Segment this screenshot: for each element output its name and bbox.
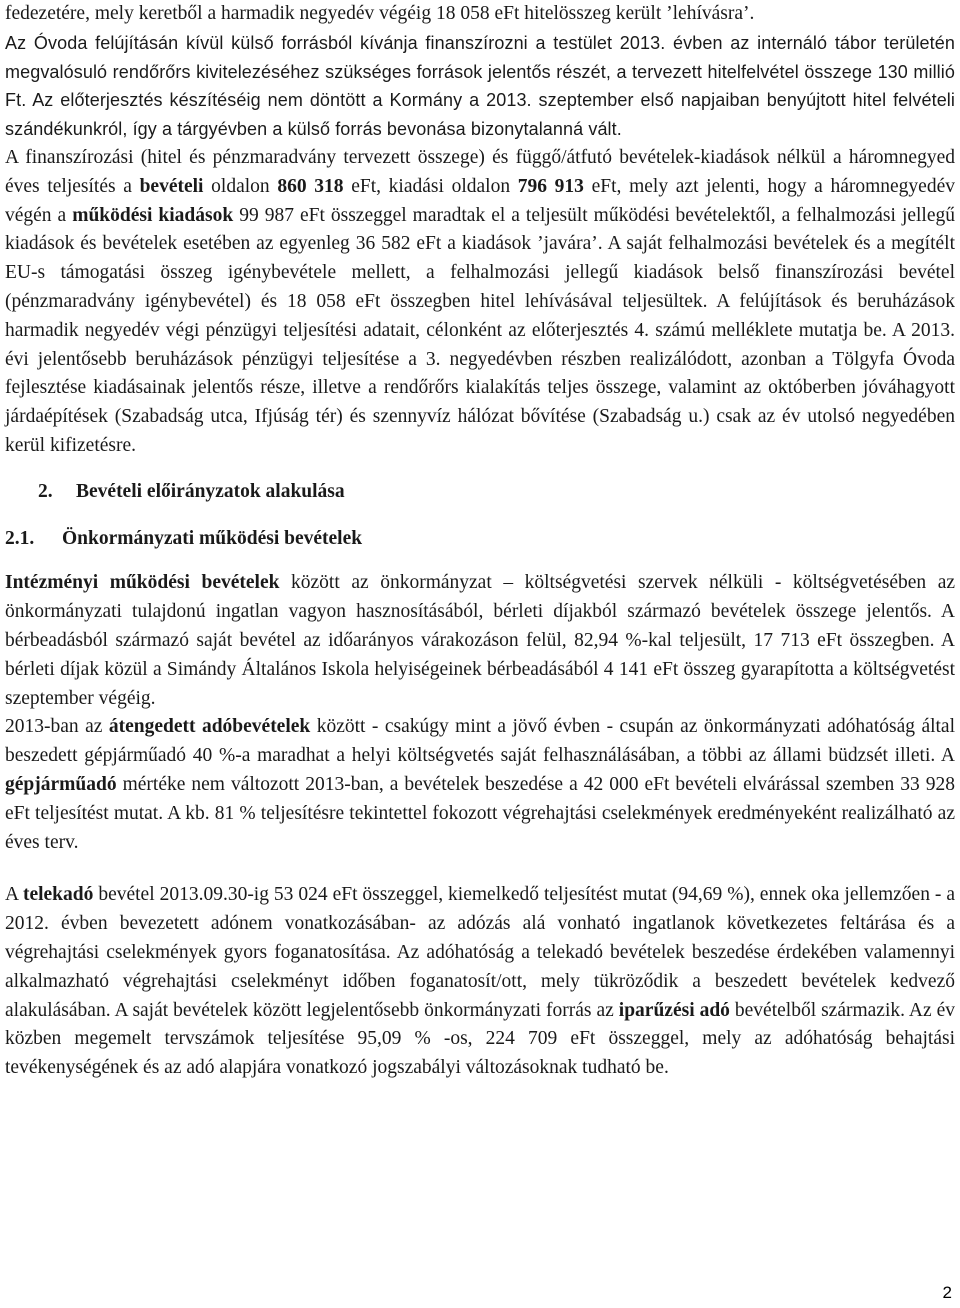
bold-run: 860 318 xyxy=(277,175,344,197)
bold-run: gépjárműadó xyxy=(5,773,117,795)
text-run: bevételből származik. Az év közben megemelt tervszámok teljesítése 95,09 % -os, 224 709 eFt összeggel, mely az adóhatóság behajtási tevékenységének és az adó alapjára vonatkozó jogszabályi változásoknak tudható be. xyxy=(5,999,956,1079)
heading-text: Bevételi előirányzatok alakulása xyxy=(76,480,345,502)
heading-number: 2.1. xyxy=(5,527,35,549)
text-run: bevétel 2013.09.30-ig 53 024 eFt összeggel, kiemelkedő teljesítést mutat (94,69 %), ennek oka jellemzően - a 2012. évben bevezetett adónem vonatkozásában- az adózás alá vonható ingatlanok következetes feltárása és a végrehajtási cselekmények gyors foganatosítása. Az adóhatóság a telekadó bevételek beszedése érdekében valamennyi alkalmazható végrehajtási cselekményt időben foganatosít/ott, mely tükröződik a beszedett bevételek kedvező alakulásában. A saját bevételek között legjelentősebb önkormányzati forrás az xyxy=(5,884,955,1021)
section-heading-2 xyxy=(5,478,955,507)
text-run: között az önkormányzat – költségvetési szervek nélküli - költségvetésében az önkormányzati tulajdonú ingatlan vagyon hasznosításából, bérleti díjakból származó bevételek összege jelentős. A bérbeadásból származó saját bevétel az időarányos várakozáson felül, 82,94 %-kal teljesült, 17 713 eFt összegben. A bérleti díjak közül a Simándy Általános Iskola helyiségeinek bérbeadásából 4 141 eFt összeg gyarapította a költségvetést szeptember végéig. xyxy=(5,572,956,709)
text-run: eFt, kiadási oldalon xyxy=(343,175,518,197)
spacer xyxy=(5,461,955,478)
spacer xyxy=(5,507,955,525)
bold-run: iparűzési adó xyxy=(618,999,730,1021)
intro-sans-paragraph: Az Óvoda felújításán kívül külső forrásból kívánja finanszírozni a testület 2013. évben az internáló tábor területén megvalósuló rendőrőrs kivitelezéséhez szükséges források jelentős részét, a tervezett hitelfelvétel összege 130 millió Ft. Az előterjesztés készítéséig nem döntött a Kormány a 2013. szeptember első napjaiban benyújtott hitel felvételi szándékunkról, így a tárgyévben a külső forrás bevonása bizonytalanná vált. xyxy=(5,32,955,140)
bold-run: telekadó xyxy=(22,884,94,906)
spacer xyxy=(5,553,955,569)
bold-run: működési kiadások xyxy=(72,204,234,226)
heading-text: Önkormányzati működési bevételek xyxy=(62,527,363,549)
text-run: között - csakúgy mint a jövő évben - csupán az önkormányzati adóhatóság által beszedett gépjárműadó 40 %-a maradhat a helyi költségvetés saját felhasználásában, a többi az állami büdzsét illeti. A xyxy=(5,716,956,767)
bold-run: 796 913 xyxy=(517,175,584,197)
text-run: mértéke nem változott 2013-ban, a bevételek beszedése a 42 000 eFt bevételi elvárással szemben 33 928 eFt teljesítést mutat. A kb. 81 % teljesítésre tekintettel fokozott végrehajtási cselekmények eredményeként realizálható az éves terv. xyxy=(5,773,955,853)
bold-run: bevételi xyxy=(139,175,204,197)
land-tax-paragraph xyxy=(5,881,955,1083)
intro-line: fedezetére, mely keretből a harmadik negyedév végéig 18 058 eFt hitelösszeg került ’lehívásra’. xyxy=(5,3,755,24)
section-heading-2-1 xyxy=(5,525,955,554)
transferred-tax-paragraph xyxy=(5,713,955,857)
financing-paragraph xyxy=(5,144,955,461)
text-run: 99 987 eFt összeggel maradtak el a teljesült működési bevételektől, a felhalmozási jellegű kiadások és bevételek esetében az egyenleg 36 582 eFt a kiadások ’javára’. A saját felhalmozási bevételek és a megítélt EU-s támogatási összeg igénybevétele mellett, a felhalmozási jellegű kiadások belső finanszírozási bevétel (pénzmaradvány igénybevétel) és 18 058 eFt összegben hitel lehívásával teljesültek. A felújítások és beruházások harmadik negyedév végi pénzügyi teljesítési adatait, célonként az előterjesztés 4. számú melléklete mutatja be. A 2013. évi jelentősebb beruházások pénzügyi teljesítése a 3. negyedévben részben realizálódott, azonban a Tölgyfa Óvoda fejlesztése kiadásainak jelentős része, illetve a rendőrőrs kialakítás teljes összege, valamint az októberben jóváhagyott járdaépítések (Szabadság utca, Ifjúság tér) és szennyvíz hálózat bővítése (Szabadság u.) csak az év utolsó negyedében kerül kifizetésre. xyxy=(5,204,956,456)
text-run: A finanszírozási (hitel és pénzmaradvány tervezett összege) és függő/átfutó bevételek-kiadások nélkül a háromnegyed éves teljesítés a xyxy=(5,146,955,197)
page-number: 2 xyxy=(942,1283,952,1302)
document-page xyxy=(5,0,955,1083)
text-run: oldalon xyxy=(203,175,278,197)
text-run: 2013-ban az xyxy=(5,716,109,738)
bold-run: Intézményi működési bevételek xyxy=(5,572,280,594)
text-run: eFt, mely azt jelenti, hogy a háromnegyedév végén a xyxy=(5,175,955,226)
bold-run: átengedett adóbevételek xyxy=(108,716,311,738)
spacer xyxy=(5,857,955,881)
institutional-revenue-paragraph xyxy=(5,569,955,713)
text-run: A xyxy=(5,884,23,906)
heading-number: 2. xyxy=(38,480,53,502)
